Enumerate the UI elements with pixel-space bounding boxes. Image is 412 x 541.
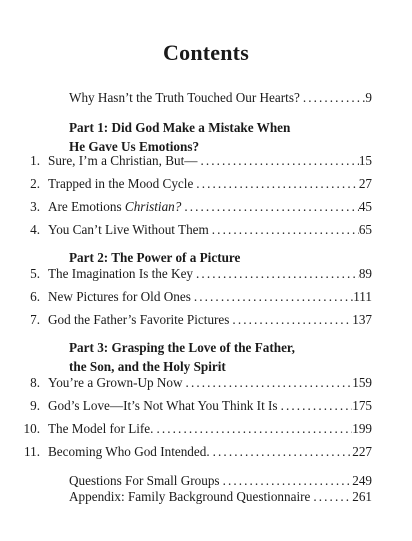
toc-entry-page: 199 (352, 421, 372, 436)
toc-entry-appendix[interactable] (0, 487, 412, 507)
toc-entry-intro[interactable] (0, 88, 412, 108)
toc-entry-page: 27 (358, 176, 372, 191)
toc-entry-title: Sure, I’m a Christian, But— (48, 153, 198, 168)
toc-entry-page: 249 (352, 473, 372, 488)
toc-entry-title: The Model for Life. (48, 421, 154, 436)
leader-dots (229, 310, 352, 330)
chapter-number: 5. (30, 266, 40, 281)
toc-entry-chapter-3[interactable] (0, 197, 412, 217)
chapter-number: 2. (30, 176, 40, 191)
toc-entry-title: You’re a Grown-Up Now (48, 375, 183, 390)
toc-entry-title: New Pictures for Old Ones (48, 289, 191, 304)
toc-entry-page: 15 (358, 153, 372, 168)
toc-entry-chapter-5[interactable] (0, 264, 412, 284)
toc-entry-chapter-8[interactable] (0, 373, 412, 393)
toc-entry-title: God the Father’s Favorite Pictures (48, 312, 230, 327)
toc-entry-title: Questions For Small Groups (69, 473, 220, 488)
leader-dots (191, 287, 353, 307)
part-heading-line: Part 1: Did God Make a Mistake When (69, 120, 291, 135)
leader-dots (310, 487, 352, 507)
toc-entry-page: 9 (365, 90, 372, 105)
chapter-number: 10. (23, 421, 40, 436)
chapter-number: 11. (24, 444, 40, 459)
toc-entry-chapter-10[interactable] (0, 419, 412, 439)
chapter-number: 6. (30, 289, 40, 304)
toc-entry-page: 65 (358, 222, 372, 237)
chapter-number: 1. (30, 153, 40, 168)
part-heading-line: the Son, and the Holy Spirit (69, 359, 226, 374)
page-title: Contents (163, 40, 249, 65)
leader-dots (183, 373, 353, 393)
toc-entry-title: Appendix: Family Background Questionnaire (69, 489, 311, 504)
title-text: Are Emotions (48, 199, 125, 214)
leader-dots (181, 197, 358, 217)
toc-entry-page: 45 (358, 199, 372, 214)
chapter-number: 3. (30, 199, 40, 214)
chapter-number: 8. (30, 375, 40, 390)
title-text-italic: Christian? (124, 199, 182, 214)
part-heading-line: Part 2: The Power of a Picture (69, 250, 241, 265)
toc-entry-chapter-1[interactable] (0, 151, 412, 171)
toc-entry-title: You Can’t Live Without Them (48, 222, 209, 237)
toc-entry-chapter-9[interactable] (0, 396, 412, 416)
toc-entry-page: 261 (352, 489, 372, 504)
leader-dots (209, 220, 359, 240)
part-heading-3 (69, 338, 369, 376)
chapter-number: 4. (30, 222, 40, 237)
toc-entry-page: 89 (358, 266, 372, 281)
toc-entry-title: Becoming Who God Intended. (48, 444, 210, 459)
toc-entry-page: 111 (353, 289, 372, 304)
leader-dots (278, 396, 353, 416)
toc-entry-chapter-7[interactable] (0, 310, 412, 330)
leader-dots (197, 151, 358, 171)
toc-entry-page: 227 (352, 444, 372, 459)
toc-entry-title: The Imagination Is the Key (48, 266, 194, 281)
toc-entry-title: God’s Love—It’s Not What You Think It Is (48, 398, 278, 413)
toc-entry-chapter-11[interactable] (0, 442, 412, 462)
toc-entry-page: 175 (352, 398, 372, 413)
toc-entry-chapter-2[interactable] (0, 174, 412, 194)
toc-entry-page: 159 (352, 375, 372, 390)
leader-dots (193, 174, 359, 194)
chapter-number: 9. (30, 398, 40, 413)
part-heading-line: He Gave Us Emotions? (69, 139, 200, 154)
toc-entry-chapter-4[interactable] (0, 220, 412, 240)
leader-dots (210, 442, 353, 462)
toc-entry-title (48, 197, 181, 217)
chapter-number: 7. (30, 312, 40, 327)
toc-entry-title: Trapped in the Mood Cycle (48, 176, 194, 191)
part-heading-line: Part 3: Grasping the Love of the Father, (69, 340, 295, 355)
leader-dots (193, 264, 359, 284)
toc-entry-chapter-6[interactable] (0, 287, 412, 307)
toc-entry-title: Why Hasn’t the Truth Touched Our Hearts? (69, 90, 300, 105)
toc-entry-page: 137 (352, 312, 372, 327)
leader-dots (300, 88, 366, 108)
leader-dots (153, 419, 352, 439)
